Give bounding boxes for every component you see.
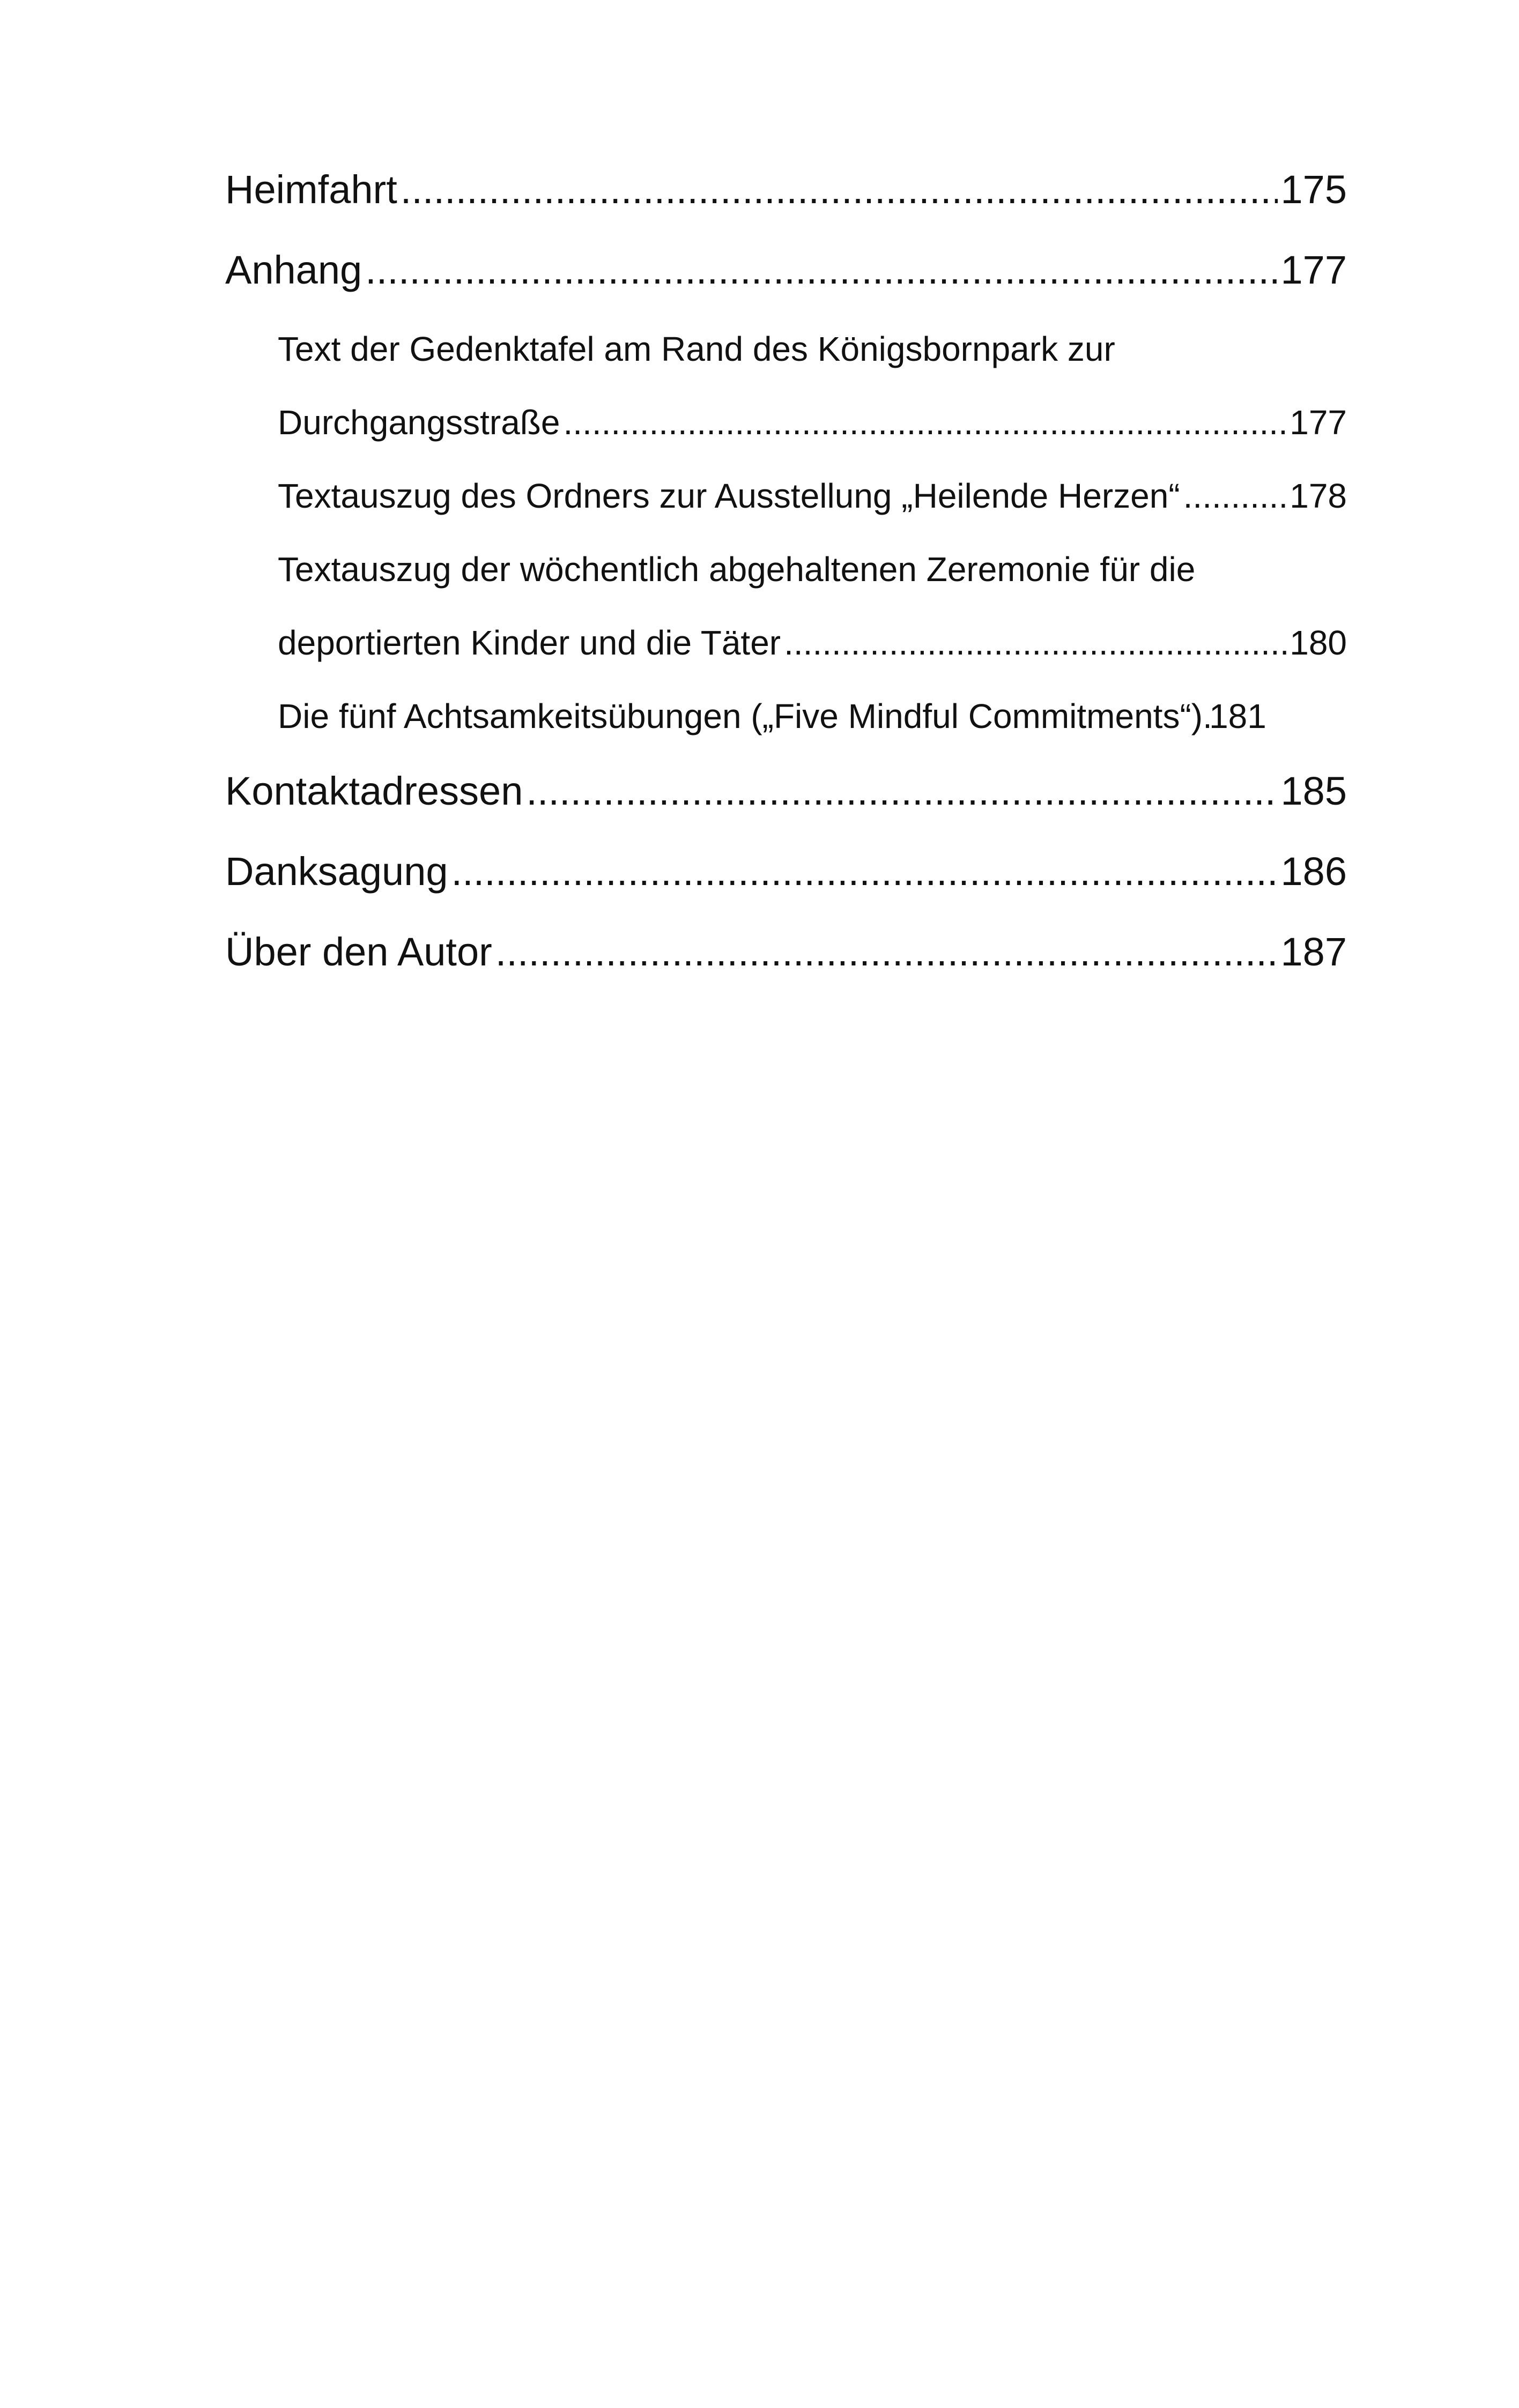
- toc-entry-zeremonie-line1[interactable]: Textauszug der wöchentlich abgehaltenen Zeremonie für die: [278, 550, 1196, 589]
- dot-leader: [451, 843, 1278, 901]
- toc-page-number: 185: [1280, 769, 1347, 813]
- toc-entry-title: Danksagung: [225, 849, 448, 894]
- toc-page-number: 180: [1290, 623, 1347, 662]
- dot-leader: [365, 241, 1277, 299]
- toc-entry-title: Die fünf Achtsamkeitsübungen („Five Mindful Commitments“): [278, 697, 1203, 735]
- toc-entry-title: deportierten Kinder und die Täter: [278, 623, 781, 662]
- table-of-contents: [225, 161, 1347, 1004]
- toc-entry-title: Textauszug des Ordners zur Ausstellung „Heilende Herzen“: [278, 477, 1180, 515]
- toc-entry-title: Über den Autor: [225, 930, 492, 974]
- toc-entry-title: Kontaktadressen: [225, 769, 523, 813]
- dot-leader: [1183, 469, 1287, 523]
- toc-entry-title: Durchgangsstraße: [278, 403, 560, 442]
- dot-leader: [784, 615, 1286, 670]
- toc-page-number: 186: [1280, 849, 1347, 894]
- dot-leader: [526, 762, 1277, 820]
- toc-entry-heimfahrt[interactable]: [225, 161, 1347, 241]
- toc-page-number: 181: [1209, 697, 1266, 735]
- toc-entry-anhang[interactable]: [225, 241, 1347, 322]
- toc-entry-gedenktafel[interactable]: [225, 395, 1347, 469]
- toc-page-number: 178: [1290, 477, 1347, 515]
- toc-entry-title: Heimfahrt: [225, 167, 397, 212]
- toc-entry-ueber-den-autor[interactable]: [225, 923, 1347, 1004]
- toc-page-number: 175: [1280, 167, 1347, 212]
- toc-page-number: 187: [1280, 930, 1347, 974]
- dot-leader: [495, 923, 1278, 981]
- toc-entry-kontaktadressen[interactable]: [225, 762, 1347, 843]
- toc-entry-title: Anhang: [225, 248, 362, 292]
- dot-leader: [563, 395, 1286, 450]
- toc-page-number: 177: [1280, 248, 1347, 292]
- toc-entry-gedenktafel-line1[interactable]: Text der Gedenktafel am Rand des Königsbornpark zur: [278, 330, 1115, 368]
- toc-entry-achtsamkeit[interactable]: [225, 689, 1347, 762]
- dot-leader: [1203, 689, 1209, 744]
- toc-entry-danksagung[interactable]: [225, 843, 1347, 923]
- toc-page-number: 177: [1290, 403, 1347, 442]
- toc-entry-zeremonie[interactable]: [225, 615, 1347, 689]
- toc-entry-ordner[interactable]: [225, 469, 1347, 542]
- dot-leader: [401, 161, 1278, 219]
